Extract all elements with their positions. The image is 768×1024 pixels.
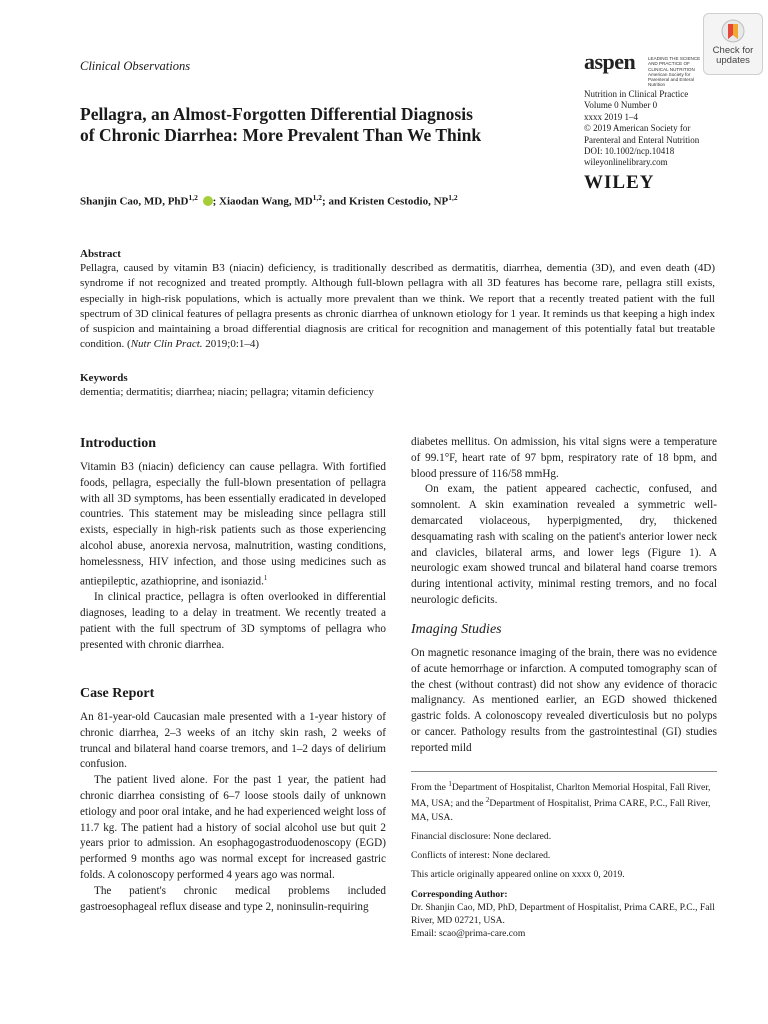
exam-paragraph: On exam, the patient appeared cachectic, confused, and somnolent. A skin examination revealed a symmetric well-demarcated violaceous, hyperpigmented, dry, thickened desquamating rash with scaling on the patient's anterior lower neck and clavicles, bilateral arms, and lower legs (Figure 1). A neurologic exam showed truncal and bilateral hand coarse tremors during intentional activity, minimal resting tremors, and no focal neurologic deficits. bbox=[411, 483, 717, 606]
author-name[interactable]: Xiaodan Wang, MD bbox=[219, 195, 313, 208]
case-paragraph: The patient lived alone. For the past 1 year, the patient had chronic diarrhea consisting of 6–7 loose stools daily of unknown etiology and poor oral intake, and he had experienced weight loss of 11.7 kg. The patient had a history of social alcohol use but quit 2 years prior to admission. An esophagogastroduodenoscopy (EGD) performed 9 months ago was normal except for increased gastric folds. A colonoscopy performed 4 years ago was normal. bbox=[80, 774, 386, 881]
abstract-citation-journal: Nutr Clin Pract. bbox=[130, 338, 203, 351]
journal-pages: xxxx 2019 1–4 bbox=[584, 111, 638, 122]
introduction-section bbox=[80, 460, 386, 653]
financial-disclosure: Financial disclosure: None declared. bbox=[411, 830, 552, 842]
aspen-logo bbox=[584, 49, 701, 88]
footnotes bbox=[411, 778, 717, 940]
journal-name: Nutrition in Clinical Practice bbox=[584, 89, 689, 99]
journal-volume: Volume 0 Number 0 bbox=[584, 100, 658, 111]
section-label: Clinical Observations bbox=[80, 59, 191, 73]
imaging-paragraph: On magnetic resonance imaging of the brain, there was no evidence of acute hemorrhage or infarction. A computed tomography scan of the chest (without contrast) did not show any evidence of thoracic malignancy. As mentioned earlier, an EGD showed thickened gastric folds. A colonoscopy revealed diverticulosis but no polyps or cancer. Pathology results from the gastrointestinal (GI) studies reported mild bbox=[411, 647, 717, 754]
author-separator: ; bbox=[212, 195, 220, 208]
corresponding-author-email[interactable]: Email: scao@prima-care.com bbox=[411, 928, 526, 940]
keywords-list: dementia; dermatitis; diarrhea; niacin; pellagra; vitamin deficiency bbox=[80, 386, 374, 398]
bookmark-ribbon-icon bbox=[721, 19, 745, 45]
intro-paragraph bbox=[80, 460, 386, 590]
corresponding-author-heading: Corresponding Author: bbox=[411, 888, 508, 900]
doi-link[interactable]: DOI: 10.1002/ncp.10418 bbox=[584, 146, 675, 157]
online-date-note: This article originally appeared online on xxxx 0, 2019. bbox=[411, 869, 625, 881]
author-name[interactable]: Kristen Cestodio, NP bbox=[348, 195, 449, 208]
affil-sup: 2 bbox=[485, 796, 490, 805]
copyright-line-2: Parenteral and Enteral Nutrition bbox=[584, 134, 700, 145]
author-name[interactable]: Shanjin Cao, MD, PhD bbox=[80, 195, 189, 208]
intro-paragraph-text: Vitamin B3 (niacin) deficiency can cause pellagra. With fortified foods, pellagra, especially the full-blown presentation of pellagra with all 3D symptoms, has been essentially eradicated in developed countries. This statement may be misleading since pellagra still exists, especially in high-risk patients such as those experiencing alcohol abuse, anorexia nervosa, malnutrition, wasting conditions, homelessness, HIV infection, and those using medicines such as antiepileptic, azathioprine, and isoniazid. bbox=[80, 461, 386, 588]
corresponding-author bbox=[411, 888, 717, 941]
author-affiliation: 1,2 bbox=[448, 193, 458, 202]
reference-link[interactable]: 1 bbox=[263, 573, 268, 582]
introduction-heading: Introduction bbox=[80, 436, 156, 451]
right-column-text bbox=[411, 435, 717, 609]
title-line-1: Pellagra, an Almost-Forgotten Differential Diagnosis bbox=[80, 104, 473, 124]
author-and: and bbox=[328, 195, 349, 208]
article-title bbox=[80, 104, 520, 146]
author-affiliation: 1,2 bbox=[188, 193, 198, 202]
abstract-body: Pellagra, caused by vitamin B3 (niacin) deficiency, is traditionally described as dermatitis, diarrhea, dementia (3D), and even death (4D) syndrome if not recognized and treated promptly. Although full-blown pellagra with all 3D features has become rare, pellagra still exists, especially in high-risk populations, which is actually more prevalent than we think. We report that a recently treated patient with the full spectrum of 3D clinical features of pellagra presents as chronic diarrhea of unknown etiology for 1 year. It reminds us that keeping a high index of suspicion and maintaining a broad differential diagnosis are critical for recognition and management of this potentially fatal but treatable condition. ( bbox=[80, 262, 715, 351]
abstract-citation-rest: 2019;0:1–4) bbox=[202, 338, 260, 351]
corresponding-author-address: Dr. Shanjin Cao, MD, PhD, Department of Hospitalist, Prima CARE, P.C., Fall River, MD 02721, USA. bbox=[411, 901, 715, 926]
case-report-heading: Case Report bbox=[80, 686, 155, 701]
affil-text: Department of Hospitalist, Prima CARE, P.C., Fall River, MA, USA. bbox=[411, 798, 711, 823]
aspen-tagline: LEADING THE SCIENCE AND PRACTICE OF CLINICAL NUTRITION American Society for Parenteral and Enteral Nutrition bbox=[648, 56, 701, 88]
author-list bbox=[80, 193, 458, 208]
abstract-text bbox=[80, 261, 715, 353]
copyright-line-1: © 2019 American Society for bbox=[584, 123, 691, 134]
wiley-logo: WILEY bbox=[584, 172, 655, 193]
footnote-divider bbox=[411, 771, 717, 772]
updates-label: updates bbox=[716, 55, 750, 66]
affil-sup: 1 bbox=[448, 780, 452, 788]
affil-text: Department of Hospitalist, Charlton Memorial Hospital, Fall River, MA, USA; and the bbox=[411, 782, 711, 810]
case-paragraph: The patient's chronic medical problems included gastroesophageal reflux disease and type 2, noninsulin-requiring bbox=[80, 884, 386, 913]
imaging-studies-heading: Imaging Studies bbox=[411, 622, 502, 637]
check-for-label: Check for bbox=[712, 45, 754, 56]
check-for-updates-button[interactable] bbox=[703, 13, 763, 75]
abstract-heading: Abstract bbox=[80, 248, 121, 260]
case-report-section bbox=[80, 710, 386, 915]
imaging-section bbox=[411, 646, 717, 757]
author-affiliation: 1,2 bbox=[312, 193, 323, 202]
affil-text: From the bbox=[411, 782, 449, 794]
title-line-2: of Chronic Diarrhea: More Prevalent Than We Think bbox=[80, 125, 482, 145]
conflicts-of-interest: Conflicts of interest: None declared. bbox=[411, 850, 551, 862]
orcid-icon[interactable] bbox=[203, 196, 213, 206]
keywords-heading: Keywords bbox=[80, 372, 128, 384]
vitals-paragraph: diabetes mellitus. On admission, his vital signs were a temperature of 99.1°F, heart rate of 97 bpm, respiratory rate of 18 bpm, and blood pressure of 116/58 mmHg. bbox=[411, 436, 717, 480]
wiley-online-link[interactable]: wileyonlinelibrary.com bbox=[584, 157, 668, 168]
affiliations-note bbox=[411, 778, 717, 824]
author-separator: ; bbox=[322, 195, 329, 208]
case-paragraph: An 81-year-old Caucasian male presented with a 1-year history of chronic diarrhea, 2–3 weeks of an itchy skin rash, 2 weeks of truncal and bilateral hand coarse tremors, and 1–2 days of delirium confusion. bbox=[80, 711, 386, 771]
journal-info bbox=[584, 89, 734, 169]
intro-paragraph: In clinical practice, pellagra is often overlooked in differential diagnoses, leading to a delay in treatment. We recently treated a patient with the full spectrum of 3D symptoms of pellagra who presented with chronic diarrhea. bbox=[80, 591, 386, 651]
aspen-wordmark: aspen bbox=[584, 49, 636, 74]
